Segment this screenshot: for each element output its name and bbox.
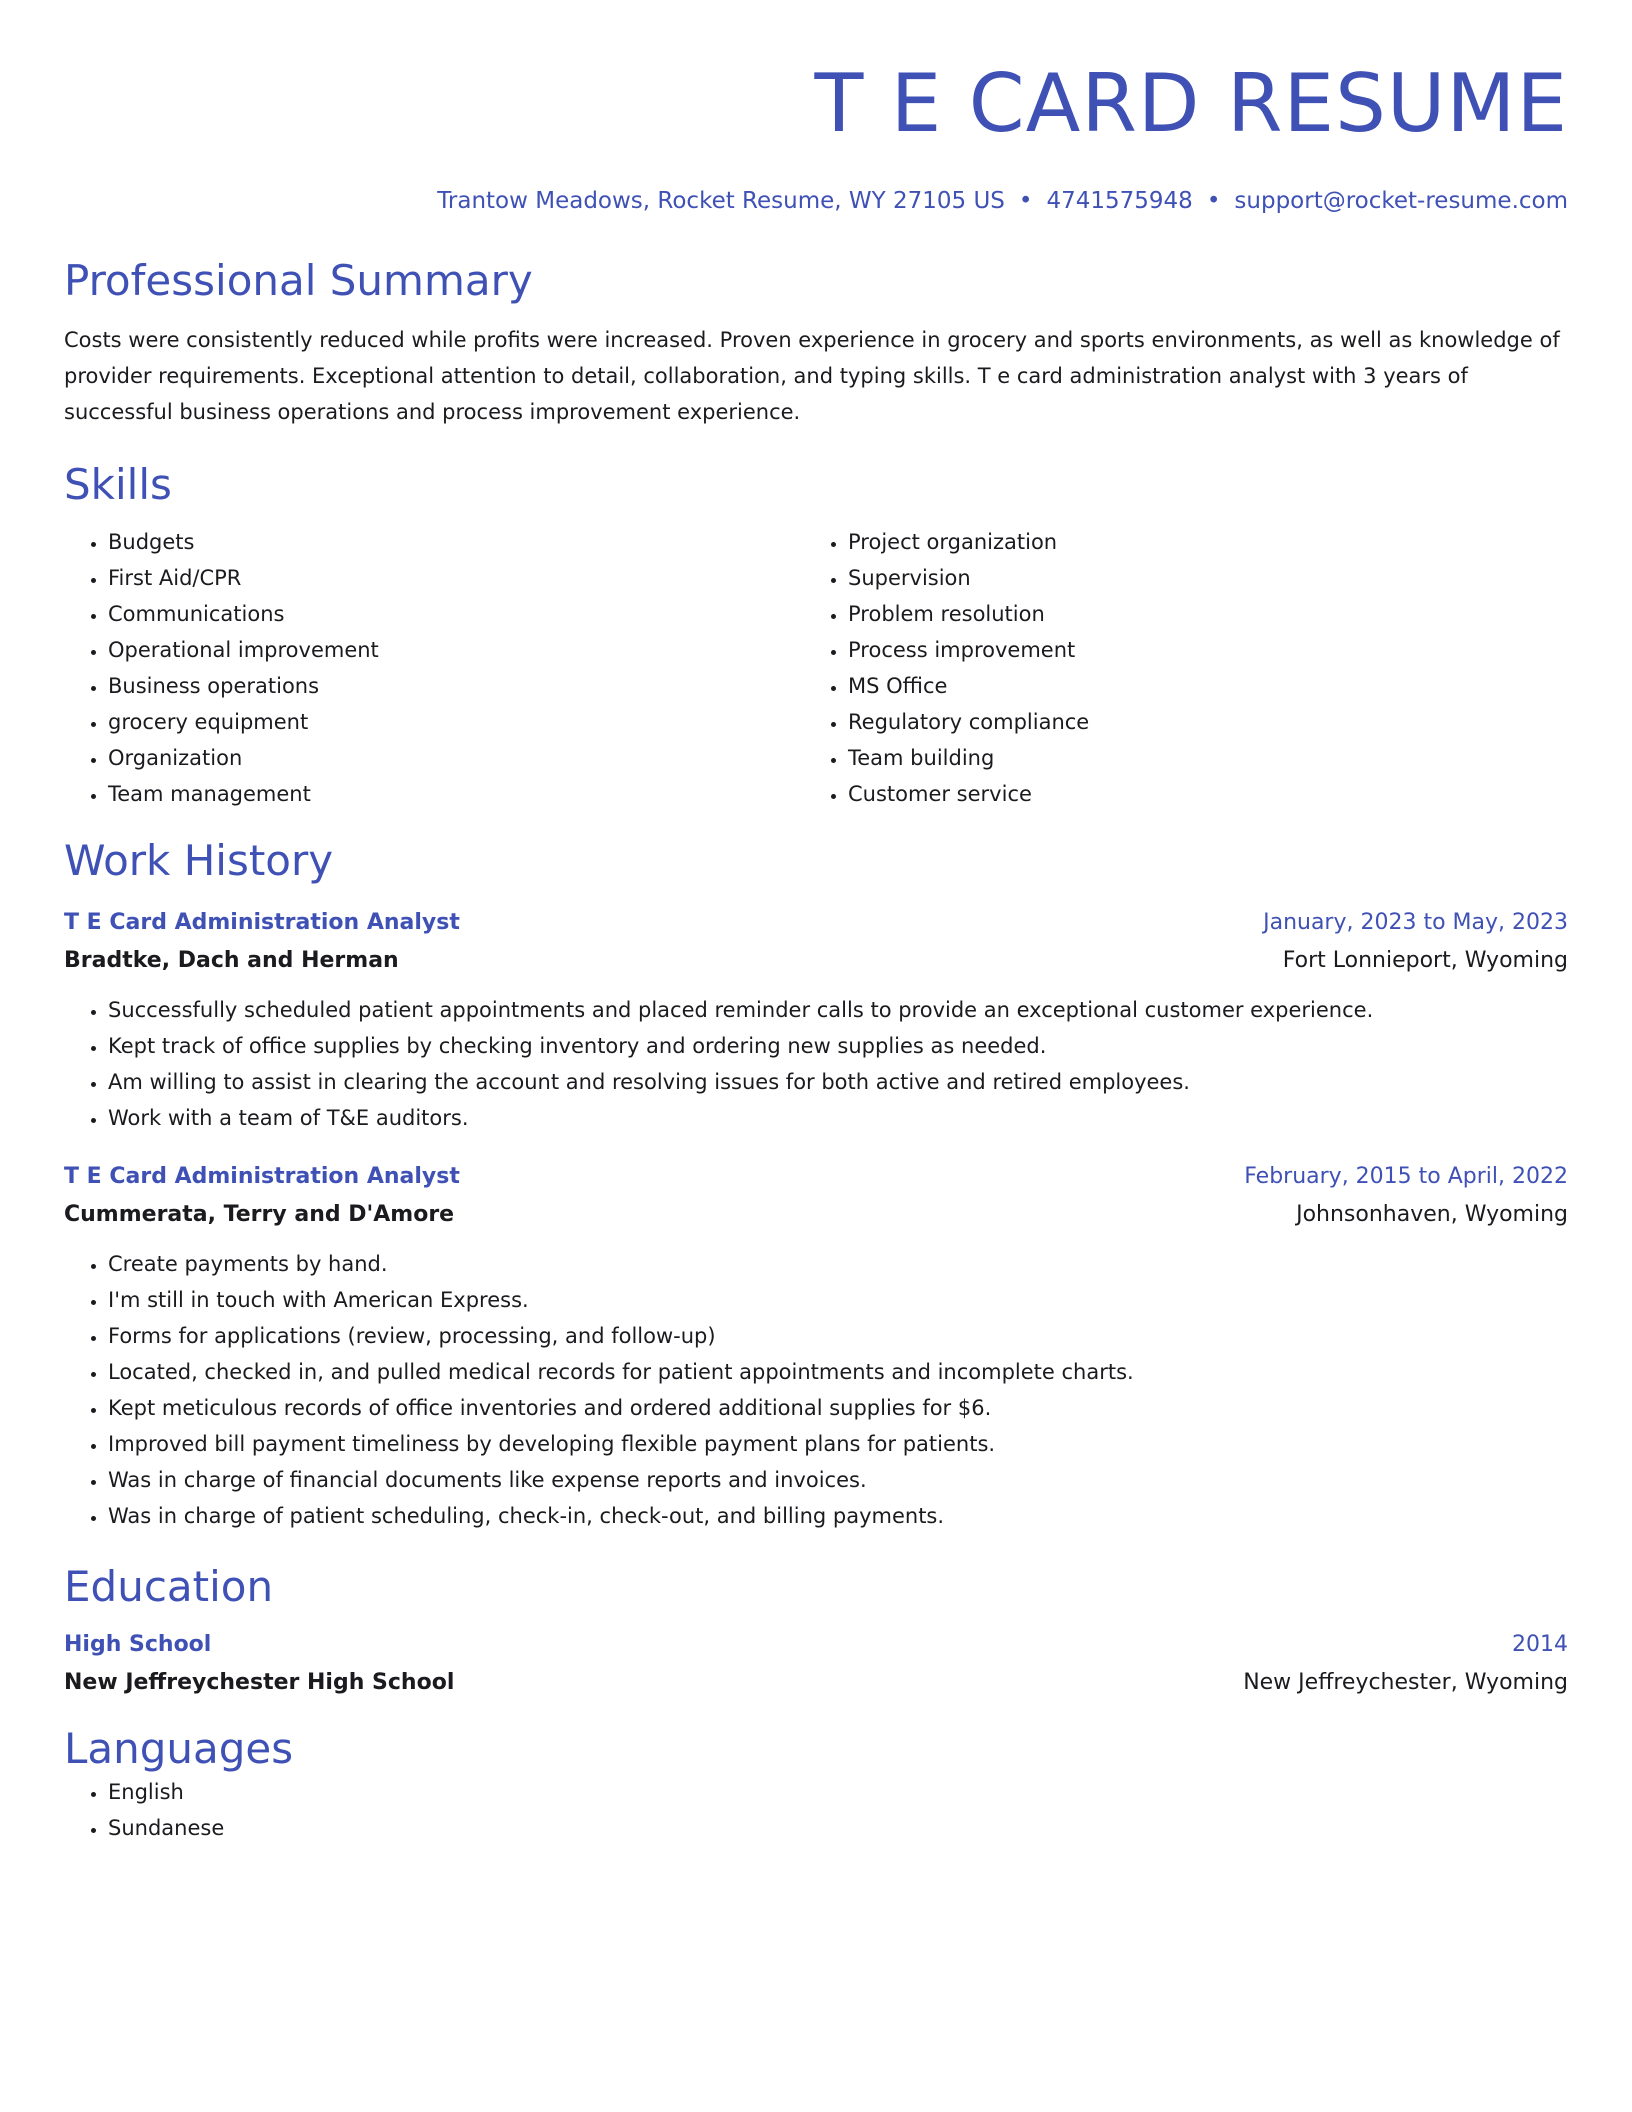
skills-list-left bbox=[64, 524, 804, 812]
skill-item: • Supervision bbox=[848, 560, 1544, 596]
contact-email: support@rocket-resume.com bbox=[1234, 188, 1568, 214]
candidate-name: T E CARD RESUME bbox=[814, 57, 1568, 150]
summary-text: Costs were consistently reduced while profits were increased. Proven experience in grocery and sports environments, as well as knowledge of provider requirements. Exceptional attention to detail, collaboration, and typing skills. T e card administration analyst with 3 years of successful business operations and process improvement experience. bbox=[64, 328, 1560, 424]
skill-item: • grocery equipment bbox=[108, 704, 804, 740]
skill-item: • Project organization bbox=[848, 524, 1544, 560]
job-company-row bbox=[64, 942, 1568, 980]
job-entry bbox=[64, 904, 1568, 1136]
job-bullet: • Kept track of office supplies by checking inventory and ordering new supplies as needed. bbox=[108, 1028, 1568, 1064]
skill-item: • Regulatory compliance bbox=[848, 704, 1544, 740]
skills-column-left bbox=[64, 524, 804, 812]
job-dates: January, 2023 to May, 2023 bbox=[1263, 910, 1568, 935]
job-bullet: • Was in charge of patient scheduling, check-in, check-out, and billing payments. bbox=[108, 1498, 1568, 1534]
education-entry bbox=[64, 1626, 1568, 1702]
skill-item: • Team management bbox=[108, 776, 804, 812]
job-bullet: • Improved bill payment timeliness by developing flexible payment plans for patients. bbox=[108, 1426, 1568, 1462]
job-company: Bradtke, Dach and Herman bbox=[64, 948, 399, 973]
work-history-section bbox=[64, 836, 1568, 1534]
contact-line bbox=[64, 186, 1568, 216]
job-entry bbox=[64, 1158, 1568, 1534]
education-heading: Education bbox=[64, 1562, 274, 1611]
job-bullet: • Forms for applications (review, processing, and follow-up) bbox=[108, 1318, 1568, 1354]
skills-grid bbox=[64, 524, 1568, 812]
skill-item: • MS Office bbox=[848, 668, 1544, 704]
job-bullet: • Kept meticulous records of office inventories and ordered additional supplies for $6. bbox=[108, 1390, 1568, 1426]
skills-section bbox=[64, 460, 1568, 812]
language-item: • Sundanese bbox=[108, 1810, 1568, 1846]
skill-item: • Communications bbox=[108, 596, 804, 632]
skill-item: • Operational improvement bbox=[108, 632, 804, 668]
job-bullet: • I'm still in touch with American Express. bbox=[108, 1282, 1568, 1318]
languages-section bbox=[64, 1724, 1568, 1846]
contact-phone: 4741575948 bbox=[1046, 188, 1193, 214]
language-item: • English bbox=[108, 1774, 1568, 1810]
summary-section bbox=[64, 256, 1568, 430]
job-dates: February, 2015 to April, 2022 bbox=[1244, 1164, 1568, 1189]
languages-heading: Languages bbox=[64, 1724, 294, 1773]
skill-item: • Budgets bbox=[108, 524, 804, 560]
education-year: 2014 bbox=[1512, 1632, 1568, 1657]
job-title-row bbox=[64, 904, 1568, 942]
resume-header bbox=[64, 58, 1568, 216]
job-bullet: • Work with a team of T&E auditors. bbox=[108, 1100, 1568, 1136]
job-title: T E Card Administration Analyst bbox=[64, 1164, 460, 1189]
job-bullet: • Located, checked in, and pulled medical records for patient appointments and incomplete charts. bbox=[108, 1354, 1568, 1390]
education-school-row bbox=[64, 1664, 1568, 1702]
job-company-row bbox=[64, 1196, 1568, 1234]
skills-column-right bbox=[804, 524, 1544, 812]
contact-separator: • bbox=[1018, 188, 1033, 214]
job-bullet: • Am willing to assist in clearing the account and resolving issues for both active and retired employees. bbox=[108, 1064, 1568, 1100]
skills-list-right bbox=[804, 524, 1544, 812]
summary-heading: Professional Summary bbox=[64, 256, 533, 305]
job-bullet: • Successfully scheduled patient appointments and placed reminder calls to provide an exceptional customer experience. bbox=[108, 992, 1568, 1028]
work-history-heading: Work History bbox=[64, 836, 334, 885]
job-bullets bbox=[64, 992, 1568, 1136]
education-location: New Jeffreychester, Wyoming bbox=[1243, 1670, 1568, 1695]
skill-item: • Process improvement bbox=[848, 632, 1544, 668]
skills-heading: Skills bbox=[64, 460, 172, 509]
skill-item: • Organization bbox=[108, 740, 804, 776]
job-company: Cummerata, Terry and D'Amore bbox=[64, 1202, 455, 1227]
skill-item: • Team building bbox=[848, 740, 1544, 776]
job-bullets bbox=[64, 1246, 1568, 1534]
education-degree-row bbox=[64, 1626, 1568, 1664]
job-bullet: • Create payments by hand. bbox=[108, 1246, 1568, 1282]
education-degree: High School bbox=[64, 1632, 212, 1657]
skill-item: • Customer service bbox=[848, 776, 1544, 812]
skill-item: • Problem resolution bbox=[848, 596, 1544, 632]
contact-separator: • bbox=[1206, 188, 1221, 214]
job-location: Fort Lonnieport, Wyoming bbox=[1282, 948, 1568, 973]
education-school: New Jeffreychester High School bbox=[64, 1670, 455, 1695]
job-title: T E Card Administration Analyst bbox=[64, 910, 460, 935]
job-bullet: • Was in charge of financial documents like expense reports and invoices. bbox=[108, 1462, 1568, 1498]
contact-address: Trantow Meadows, Rocket Resume, WY 27105 US bbox=[437, 188, 1005, 214]
skill-item: • First Aid/CPR bbox=[108, 560, 804, 596]
skill-item: • Business operations bbox=[108, 668, 804, 704]
education-section bbox=[64, 1562, 1568, 1702]
languages-list bbox=[64, 1774, 1568, 1846]
job-location: Johnsonhaven, Wyoming bbox=[1296, 1202, 1568, 1227]
job-title-row bbox=[64, 1158, 1568, 1196]
